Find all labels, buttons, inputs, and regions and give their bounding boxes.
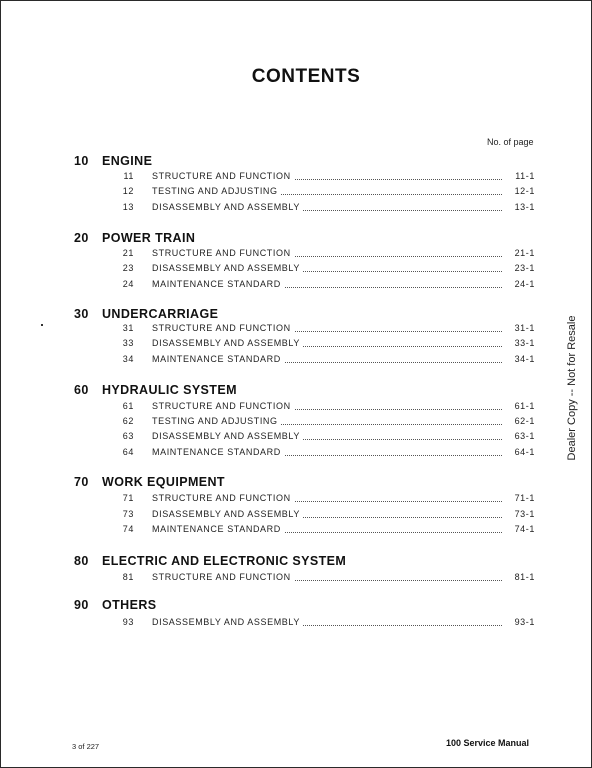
entry-title: DISASSEMBLY AND ASSEMBLY [152, 263, 303, 273]
entry-number: 93 [122, 617, 134, 627]
entry-number: 33 [122, 338, 134, 348]
entry-page: 74-1 [508, 524, 535, 534]
entry-number: 71 [122, 493, 134, 503]
entry-number: 23 [122, 263, 134, 273]
entry-title: DISASSEMBLY AND ASSEMBLY [152, 338, 303, 348]
entry-page: 81-1 [508, 572, 535, 582]
toc-entry[interactable] [0, 202, 592, 215]
entry-number: 24 [122, 279, 134, 289]
entry-title: DISASSEMBLY AND ASSEMBLY [152, 617, 303, 627]
entry-page: 34-1 [508, 354, 535, 364]
entry-title: DISASSEMBLY AND ASSEMBLY [152, 202, 303, 212]
section-number: 70 [74, 475, 89, 489]
entry-number: 63 [122, 431, 134, 441]
entry-title: MAINTENANCE STANDARD [152, 279, 284, 289]
watermark-text: Dealer Copy -- Not for Resale [566, 315, 578, 461]
entry-number: 13 [122, 202, 134, 212]
entry-number: 74 [122, 524, 134, 534]
page-indicator: 3 of 227 [72, 742, 100, 751]
entry-page: 73-1 [508, 509, 535, 519]
stray-mark [41, 324, 43, 326]
toc-entry[interactable] [0, 493, 592, 506]
toc-entry[interactable] [0, 524, 592, 537]
entry-page: 13-1 [508, 202, 535, 212]
entry-title: STRUCTURE AND FUNCTION [152, 171, 294, 181]
entry-title: STRUCTURE AND FUNCTION [152, 248, 294, 258]
section-title: OTHERS [102, 598, 157, 612]
entry-title: TESTING AND ADJUSTING [152, 186, 281, 196]
section-number: 80 [74, 554, 89, 568]
entry-number: 73 [122, 509, 134, 519]
toc-entry[interactable] [0, 401, 592, 414]
section-number: 30 [74, 307, 89, 321]
entry-title: STRUCTURE AND FUNCTION [152, 323, 294, 333]
entry-page: 23-1 [508, 263, 535, 273]
entry-page: 33-1 [508, 338, 535, 348]
entry-title: STRUCTURE AND FUNCTION [152, 572, 294, 582]
entry-page: 61-1 [508, 401, 535, 411]
entry-title: MAINTENANCE STANDARD [152, 524, 284, 534]
toc-entry[interactable] [0, 171, 592, 184]
entry-number: 21 [122, 248, 134, 258]
toc-entry[interactable] [0, 509, 592, 522]
toc-entry[interactable] [0, 572, 592, 585]
entry-page: 71-1 [508, 493, 535, 503]
toc-entry[interactable] [0, 186, 592, 199]
section-number: 60 [74, 383, 89, 397]
toc-entry[interactable] [0, 416, 592, 429]
section-number: 20 [74, 231, 89, 245]
entry-title: MAINTENANCE STANDARD [152, 354, 284, 364]
entry-page: 31-1 [508, 323, 535, 333]
entry-number: 61 [122, 401, 134, 411]
toc-entry[interactable] [0, 447, 592, 460]
section-title: UNDERCARRIAGE [102, 307, 219, 321]
section-title: HYDRAULIC SYSTEM [102, 383, 237, 397]
entry-number: 34 [122, 354, 134, 364]
entry-title: STRUCTURE AND FUNCTION [152, 493, 294, 503]
page-column-label: No. of page [487, 137, 534, 147]
section-number: 90 [74, 598, 89, 612]
entry-number: 81 [122, 572, 134, 582]
toc-entry[interactable] [0, 617, 592, 630]
entry-title: TESTING AND ADJUSTING [152, 416, 281, 426]
toc-entry[interactable] [0, 279, 592, 292]
toc-entry[interactable] [0, 354, 592, 367]
manual-name: 100 Service Manual [446, 738, 530, 748]
toc-entry[interactable] [0, 338, 592, 351]
section-title: ELECTRIC AND ELECTRONIC SYSTEM [102, 554, 347, 568]
toc-entry[interactable] [0, 431, 592, 444]
entry-page: 11-1 [508, 171, 535, 181]
entry-title: STRUCTURE AND FUNCTION [152, 401, 294, 411]
entry-number: 12 [122, 186, 134, 196]
entry-number: 64 [122, 447, 134, 457]
toc-entry[interactable] [0, 248, 592, 261]
entry-title: DISASSEMBLY AND ASSEMBLY [152, 431, 303, 441]
page-title: CONTENTS [251, 66, 361, 87]
entry-page: 63-1 [508, 431, 535, 441]
entry-page: 24-1 [508, 279, 535, 289]
entry-title: MAINTENANCE STANDARD [152, 447, 284, 457]
section-title: ENGINE [102, 154, 153, 168]
section-number: 10 [74, 154, 89, 168]
entry-title: DISASSEMBLY AND ASSEMBLY [152, 509, 303, 519]
toc-entry[interactable] [0, 323, 592, 336]
entry-page: 21-1 [508, 248, 535, 258]
entry-number: 31 [122, 323, 134, 333]
entry-page: 93-1 [508, 617, 535, 627]
entry-page: 64-1 [508, 447, 535, 457]
entry-number: 62 [122, 416, 134, 426]
entry-page: 12-1 [508, 186, 535, 196]
section-title: POWER TRAIN [102, 231, 196, 245]
entry-page: 62-1 [508, 416, 535, 426]
entry-number: 11 [123, 171, 134, 181]
section-title: WORK EQUIPMENT [102, 475, 225, 489]
toc-entry[interactable] [0, 263, 592, 276]
